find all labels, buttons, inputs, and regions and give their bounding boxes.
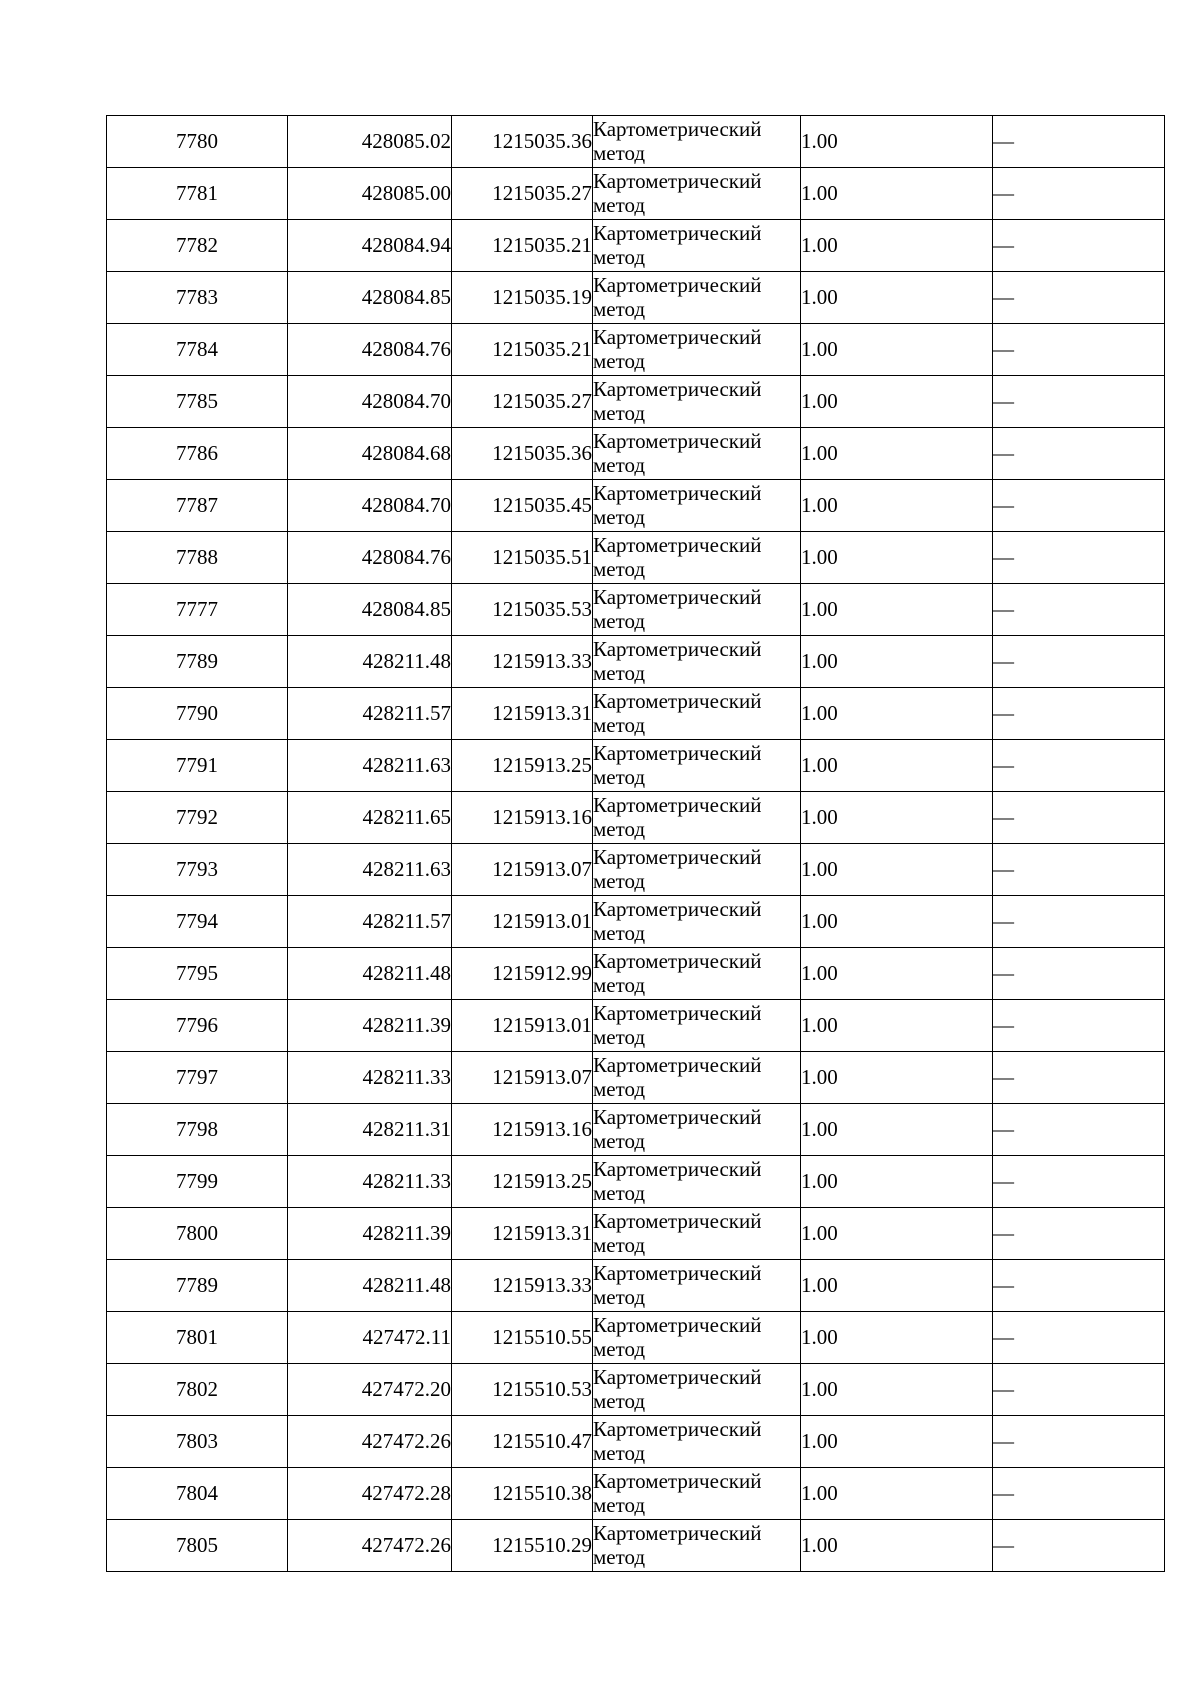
table-row: [107, 1468, 1165, 1520]
y-coordinate-cell: 1215913.33: [452, 636, 593, 688]
table-row: [107, 1416, 1165, 1468]
description-cell: —: [993, 428, 1165, 480]
accuracy-cell: 1.00: [801, 116, 993, 168]
description-cell: —: [993, 636, 1165, 688]
method-text-line2: метод: [593, 556, 646, 581]
y-coordinate-cell: 1215913.07: [452, 844, 593, 896]
accuracy-cell: 1.00: [801, 1052, 993, 1104]
description-cell: —: [993, 324, 1165, 376]
description-cell: —: [993, 1416, 1165, 1468]
method-cell: [593, 636, 801, 688]
point-number-cell: 7781: [107, 168, 288, 220]
point-number-cell: 7792: [107, 792, 288, 844]
point-number-cell: 7799: [107, 1156, 288, 1208]
table-row: [107, 1104, 1165, 1156]
accuracy-cell: 1.00: [801, 1260, 993, 1312]
point-number-cell: 7795: [107, 948, 288, 1000]
method-cell: [593, 324, 801, 376]
method-cell: [593, 1364, 801, 1416]
method-text-line2: метод: [593, 348, 646, 373]
method-text-line1: Картометрический: [593, 1261, 762, 1286]
x-coordinate-cell: 427472.20: [288, 1364, 452, 1416]
description-cell: —: [993, 740, 1165, 792]
description-cell: —: [993, 220, 1165, 272]
y-coordinate-cell: 1215913.16: [452, 792, 593, 844]
method-text-line1: Картометрический: [593, 117, 762, 142]
description-cell: —: [993, 1052, 1165, 1104]
method-text-line1: Картометрический: [593, 897, 762, 922]
description-cell: —: [993, 844, 1165, 896]
method-cell: [593, 688, 801, 740]
table-row: [107, 584, 1165, 636]
method-cell: [593, 1208, 801, 1260]
method-text-line2: метод: [593, 764, 646, 789]
method-text-line1: Картометрический: [593, 741, 762, 766]
point-number-cell: 7800: [107, 1208, 288, 1260]
y-coordinate-cell: 1215913.25: [452, 1156, 593, 1208]
accuracy-cell: 1.00: [801, 220, 993, 272]
y-coordinate-cell: 1215912.99: [452, 948, 593, 1000]
point-number-cell: 7802: [107, 1364, 288, 1416]
method-text-line2: метод: [593, 816, 646, 841]
x-coordinate-cell: 428211.57: [288, 896, 452, 948]
method-cell: [593, 896, 801, 948]
y-coordinate-cell: 1215913.01: [452, 1000, 593, 1052]
description-cell: —: [993, 168, 1165, 220]
coordinates-table: [106, 115, 1165, 1572]
x-coordinate-cell: 428084.76: [288, 324, 452, 376]
method-text-line1: Картометрический: [593, 533, 762, 558]
accuracy-cell: 1.00: [801, 480, 993, 532]
method-cell: [593, 428, 801, 480]
method-text-line1: Картометрический: [593, 689, 762, 714]
y-coordinate-cell: 1215913.33: [452, 1260, 593, 1312]
x-coordinate-cell: 428084.70: [288, 376, 452, 428]
method-cell: [593, 740, 801, 792]
method-text-line1: Картометрический: [593, 273, 762, 298]
x-coordinate-cell: 428084.85: [288, 272, 452, 324]
table-body: [107, 116, 1165, 1572]
method-text-line1: Картометрический: [593, 377, 762, 402]
y-coordinate-cell: 1215035.51: [452, 532, 593, 584]
y-coordinate-cell: 1215913.16: [452, 1104, 593, 1156]
method-text-line1: Картометрический: [593, 1001, 762, 1026]
point-number-cell: 7789: [107, 636, 288, 688]
accuracy-cell: 1.00: [801, 376, 993, 428]
method-cell: [593, 1052, 801, 1104]
point-number-cell: 7786: [107, 428, 288, 480]
method-text-line2: метод: [593, 1284, 646, 1309]
x-coordinate-cell: 427472.26: [288, 1520, 452, 1572]
table-row: [107, 792, 1165, 844]
method-text-line2: метод: [593, 244, 646, 269]
x-coordinate-cell: 428084.85: [288, 584, 452, 636]
accuracy-cell: 1.00: [801, 844, 993, 896]
method-text-line2: метод: [593, 400, 646, 425]
method-text-line2: метод: [593, 712, 646, 737]
method-text-line1: Картометрический: [593, 585, 762, 610]
accuracy-cell: 1.00: [801, 688, 993, 740]
y-coordinate-cell: 1215510.47: [452, 1416, 593, 1468]
accuracy-cell: 1.00: [801, 168, 993, 220]
x-coordinate-cell: 428211.33: [288, 1052, 452, 1104]
table-row: [107, 1052, 1165, 1104]
method-cell: [593, 1312, 801, 1364]
table-row: [107, 168, 1165, 220]
table-row: [107, 1260, 1165, 1312]
y-coordinate-cell: 1215510.38: [452, 1468, 593, 1520]
method-text-line1: Картометрический: [593, 221, 762, 246]
y-coordinate-cell: 1215035.21: [452, 220, 593, 272]
method-cell: [593, 220, 801, 272]
accuracy-cell: 1.00: [801, 1156, 993, 1208]
method-cell: [593, 480, 801, 532]
method-cell: [593, 1468, 801, 1520]
method-text-line2: метод: [593, 1024, 646, 1049]
method-cell: [593, 844, 801, 896]
method-text-line2: метод: [593, 192, 646, 217]
point-number-cell: 7790: [107, 688, 288, 740]
point-number-cell: 7788: [107, 532, 288, 584]
y-coordinate-cell: 1215035.36: [452, 116, 593, 168]
point-number-cell: 7803: [107, 1416, 288, 1468]
y-coordinate-cell: 1215035.21: [452, 324, 593, 376]
accuracy-cell: 1.00: [801, 792, 993, 844]
description-cell: —: [993, 272, 1165, 324]
accuracy-cell: 1.00: [801, 1468, 993, 1520]
table-row: [107, 220, 1165, 272]
method-text-line2: метод: [593, 1128, 646, 1153]
description-cell: —: [993, 480, 1165, 532]
description-cell: —: [993, 1364, 1165, 1416]
y-coordinate-cell: 1215035.27: [452, 168, 593, 220]
x-coordinate-cell: 428084.76: [288, 532, 452, 584]
y-coordinate-cell: 1215510.29: [452, 1520, 593, 1572]
method-text-line1: Картометрический: [593, 481, 762, 506]
description-cell: —: [993, 1208, 1165, 1260]
table-row: [107, 636, 1165, 688]
method-cell: [593, 532, 801, 584]
method-text-line2: метод: [593, 1388, 646, 1413]
method-text-line1: Картометрический: [593, 793, 762, 818]
table-row: [107, 428, 1165, 480]
accuracy-cell: 1.00: [801, 428, 993, 480]
point-number-cell: 7783: [107, 272, 288, 324]
method-text-line2: метод: [593, 1336, 646, 1361]
accuracy-cell: 1.00: [801, 1364, 993, 1416]
accuracy-cell: 1.00: [801, 1208, 993, 1260]
point-number-cell: 7791: [107, 740, 288, 792]
method-text-line1: Картометрический: [593, 1417, 762, 1442]
method-text-line1: Картометрический: [593, 169, 762, 194]
description-cell: —: [993, 1104, 1165, 1156]
method-text-line1: Картометрический: [593, 1209, 762, 1234]
x-coordinate-cell: 428211.33: [288, 1156, 452, 1208]
table-row: [107, 1000, 1165, 1052]
table-row: [107, 376, 1165, 428]
x-coordinate-cell: 428211.48: [288, 1260, 452, 1312]
point-number-cell: 7793: [107, 844, 288, 896]
method-text-line2: метод: [593, 972, 646, 997]
table-row: [107, 324, 1165, 376]
point-number-cell: 7777: [107, 584, 288, 636]
method-text-line2: метод: [593, 660, 646, 685]
method-text-line2: метод: [593, 920, 646, 945]
point-number-cell: 7805: [107, 1520, 288, 1572]
method-text-line1: Картометрический: [593, 1313, 762, 1338]
accuracy-cell: 1.00: [801, 272, 993, 324]
x-coordinate-cell: 428211.48: [288, 948, 452, 1000]
description-cell: —: [993, 1000, 1165, 1052]
description-cell: —: [993, 532, 1165, 584]
y-coordinate-cell: 1215510.53: [452, 1364, 593, 1416]
point-number-cell: 7804: [107, 1468, 288, 1520]
accuracy-cell: 1.00: [801, 896, 993, 948]
table-row: [107, 480, 1165, 532]
accuracy-cell: 1.00: [801, 1312, 993, 1364]
method-text-line1: Картометрический: [593, 949, 762, 974]
y-coordinate-cell: 1215035.53: [452, 584, 593, 636]
table-row: [107, 896, 1165, 948]
description-cell: —: [993, 1260, 1165, 1312]
description-cell: —: [993, 948, 1165, 1000]
accuracy-cell: 1.00: [801, 584, 993, 636]
accuracy-cell: 1.00: [801, 1520, 993, 1572]
point-number-cell: 7789: [107, 1260, 288, 1312]
accuracy-cell: 1.00: [801, 740, 993, 792]
method-text-line1: Картометрический: [593, 1053, 762, 1078]
y-coordinate-cell: 1215035.36: [452, 428, 593, 480]
method-cell: [593, 792, 801, 844]
method-text-line1: Картометрический: [593, 1157, 762, 1182]
description-cell: —: [993, 116, 1165, 168]
method-cell: [593, 1260, 801, 1312]
x-coordinate-cell: 428085.00: [288, 168, 452, 220]
y-coordinate-cell: 1215913.31: [452, 1208, 593, 1260]
method-text-line1: Картометрический: [593, 845, 762, 870]
x-coordinate-cell: 427472.28: [288, 1468, 452, 1520]
description-cell: —: [993, 688, 1165, 740]
table-row: [107, 1520, 1165, 1572]
accuracy-cell: 1.00: [801, 1000, 993, 1052]
description-cell: —: [993, 1520, 1165, 1572]
x-coordinate-cell: 428211.63: [288, 740, 452, 792]
method-text-line2: метод: [593, 1544, 646, 1569]
y-coordinate-cell: 1215913.31: [452, 688, 593, 740]
point-number-cell: 7798: [107, 1104, 288, 1156]
table-row: [107, 1312, 1165, 1364]
x-coordinate-cell: 428211.39: [288, 1000, 452, 1052]
x-coordinate-cell: 428211.39: [288, 1208, 452, 1260]
y-coordinate-cell: 1215035.19: [452, 272, 593, 324]
method-cell: [593, 1520, 801, 1572]
method-text-line2: метод: [593, 1232, 646, 1257]
method-cell: [593, 1000, 801, 1052]
description-cell: —: [993, 584, 1165, 636]
method-text-line1: Картометрический: [593, 1469, 762, 1494]
method-cell: [593, 1104, 801, 1156]
point-number-cell: 7797: [107, 1052, 288, 1104]
method-text-line1: Картометрический: [593, 429, 762, 454]
x-coordinate-cell: 428211.48: [288, 636, 452, 688]
y-coordinate-cell: 1215035.45: [452, 480, 593, 532]
description-cell: —: [993, 1312, 1165, 1364]
point-number-cell: 7785: [107, 376, 288, 428]
method-cell: [593, 376, 801, 428]
x-coordinate-cell: 428211.31: [288, 1104, 452, 1156]
point-number-cell: 7787: [107, 480, 288, 532]
method-text-line1: Картометрический: [593, 1105, 762, 1130]
y-coordinate-cell: 1215913.25: [452, 740, 593, 792]
x-coordinate-cell: 428211.57: [288, 688, 452, 740]
method-text-line2: метод: [593, 140, 646, 165]
method-text-line2: метод: [593, 504, 646, 529]
method-text-line2: метод: [593, 296, 646, 321]
y-coordinate-cell: 1215510.55: [452, 1312, 593, 1364]
accuracy-cell: 1.00: [801, 636, 993, 688]
method-cell: [593, 272, 801, 324]
table-row: [107, 1156, 1165, 1208]
method-cell: [593, 1156, 801, 1208]
point-number-cell: 7782: [107, 220, 288, 272]
accuracy-cell: 1.00: [801, 532, 993, 584]
x-coordinate-cell: 428211.65: [288, 792, 452, 844]
method-cell: [593, 584, 801, 636]
accuracy-cell: 1.00: [801, 1104, 993, 1156]
table-row: [107, 532, 1165, 584]
x-coordinate-cell: 428084.94: [288, 220, 452, 272]
method-text-line2: метод: [593, 1492, 646, 1517]
description-cell: —: [993, 1156, 1165, 1208]
x-coordinate-cell: 427472.26: [288, 1416, 452, 1468]
method-text-line1: Картометрический: [593, 1365, 762, 1390]
method-text-line2: метод: [593, 608, 646, 633]
x-coordinate-cell: 428084.68: [288, 428, 452, 480]
method-text-line1: Картометрический: [593, 637, 762, 662]
description-cell: —: [993, 896, 1165, 948]
accuracy-cell: 1.00: [801, 1416, 993, 1468]
accuracy-cell: 1.00: [801, 948, 993, 1000]
point-number-cell: 7794: [107, 896, 288, 948]
method-cell: [593, 1416, 801, 1468]
y-coordinate-cell: 1215913.01: [452, 896, 593, 948]
method-text-line2: метод: [593, 452, 646, 477]
method-cell: [593, 116, 801, 168]
x-coordinate-cell: 427472.11: [288, 1312, 452, 1364]
point-number-cell: 7801: [107, 1312, 288, 1364]
point-number-cell: 7796: [107, 1000, 288, 1052]
method-text-line2: метод: [593, 1440, 646, 1465]
y-coordinate-cell: 1215035.27: [452, 376, 593, 428]
description-cell: —: [993, 376, 1165, 428]
table-row: [107, 1208, 1165, 1260]
point-number-cell: 7780: [107, 116, 288, 168]
method-text-line1: Картометрический: [593, 1521, 762, 1546]
table-row: [107, 844, 1165, 896]
x-coordinate-cell: 428084.70: [288, 480, 452, 532]
table-row: [107, 688, 1165, 740]
method-text-line2: метод: [593, 1076, 646, 1101]
table-row: [107, 740, 1165, 792]
method-text-line2: метод: [593, 1180, 646, 1205]
method-text-line1: Картометрический: [593, 325, 762, 350]
x-coordinate-cell: 428085.02: [288, 116, 452, 168]
table-row: [107, 272, 1165, 324]
x-coordinate-cell: 428211.63: [288, 844, 452, 896]
table-row: [107, 116, 1165, 168]
accuracy-cell: 1.00: [801, 324, 993, 376]
y-coordinate-cell: 1215913.07: [452, 1052, 593, 1104]
description-cell: —: [993, 792, 1165, 844]
table-row: [107, 948, 1165, 1000]
point-number-cell: 7784: [107, 324, 288, 376]
method-cell: [593, 168, 801, 220]
description-cell: —: [993, 1468, 1165, 1520]
table-row: [107, 1364, 1165, 1416]
method-cell: [593, 948, 801, 1000]
method-text-line2: метод: [593, 868, 646, 893]
